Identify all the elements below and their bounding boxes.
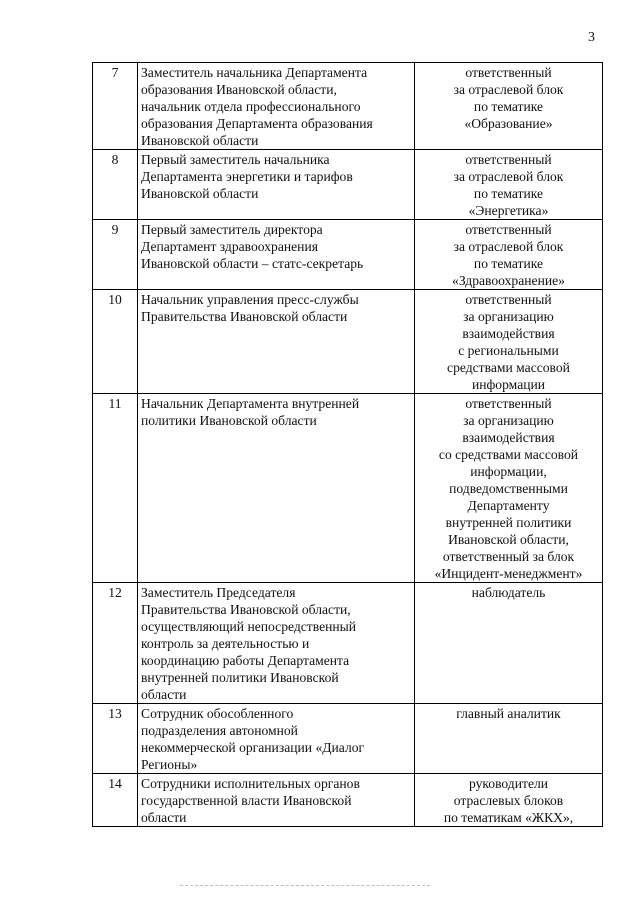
role-cell: ответственный за организацию взаимодействия со средствами массовой информации, подведомственными Департаменту внутренней политики Ивановской области, ответственный за блок «Инцидент-менеджмент» — [415, 394, 603, 583]
position-cell: Заместитель начальника Департамента образования Ивановской области, начальник отдела профессионального образования Департамента образования Ивановской области — [138, 63, 415, 150]
role-cell: главный аналитик — [415, 704, 603, 774]
row-number: 10 — [93, 290, 138, 394]
position-cell: Сотрудники исполнительных органов государственной власти Ивановской области — [138, 774, 415, 827]
row-number: 9 — [93, 220, 138, 290]
role-cell: наблюдатель — [415, 583, 603, 704]
row-number: 14 — [93, 774, 138, 827]
page-number: 3 — [588, 30, 595, 45]
role-cell: ответственный за отраслевой блок по тематике «Здравоохранение» — [415, 220, 603, 290]
table-row — [93, 290, 603, 394]
role-cell: ответственный за отраслевой блок по тематике «Образование» — [415, 63, 603, 150]
table-row — [93, 63, 603, 150]
position-cell: Начальник Департамента внутренней политики Ивановской области — [138, 394, 415, 583]
row-number: 11 — [93, 394, 138, 583]
row-number: 7 — [93, 63, 138, 150]
row-number: 12 — [93, 583, 138, 704]
row-number: 13 — [93, 704, 138, 774]
position-cell: Начальник управления пресс-службы Правительства Ивановской области — [138, 290, 415, 394]
table-row — [93, 220, 603, 290]
scan-artifact — [180, 885, 430, 889]
responsibility-table — [92, 62, 603, 827]
table-row — [93, 583, 603, 704]
position-cell: Сотрудник обособленного подразделения автономной некоммерческой организации «Диалог Регионы» — [138, 704, 415, 774]
row-number: 8 — [93, 150, 138, 220]
position-cell: Первый заместитель начальника Департамента энергетики и тарифов Ивановской области — [138, 150, 415, 220]
table-row — [93, 704, 603, 774]
role-cell: руководители отраслевых блоков по тематикам «ЖКХ», — [415, 774, 603, 827]
role-cell: ответственный за отраслевой блок по тематике «Энергетика» — [415, 150, 603, 220]
table-row — [93, 150, 603, 220]
position-cell: Первый заместитель директора Департамент здравоохранения Ивановской области – статс-секретарь — [138, 220, 415, 290]
position-cell: Заместитель Председателя Правительства Ивановской области, осуществляющий непосредственный контроль за деятельностью и координацию работы Департамента внутренней политики Ивановской области — [138, 583, 415, 704]
role-cell: ответственный за организацию взаимодействия с региональными средствами массовой информации — [415, 290, 603, 394]
table-row — [93, 774, 603, 827]
table-row — [93, 394, 603, 583]
